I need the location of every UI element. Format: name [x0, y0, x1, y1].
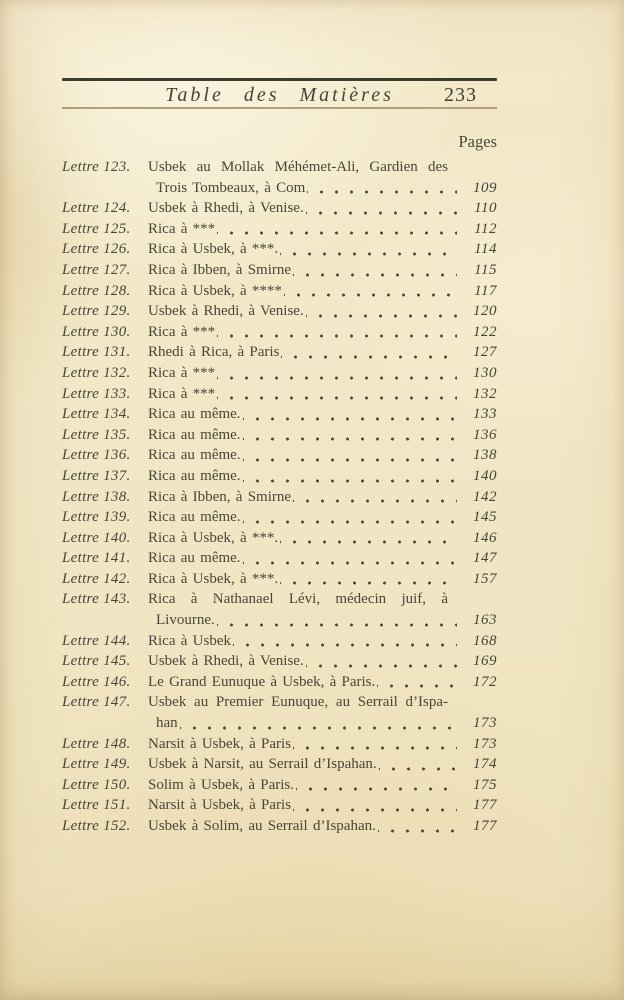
entry-last-line	[148, 672, 497, 693]
entry-text: Rica à Usbek, à ***.	[148, 529, 279, 546]
entry-page-number: 122	[473, 323, 497, 340]
toc-entry	[62, 219, 497, 240]
page-header	[62, 84, 497, 108]
entry-body	[148, 363, 497, 384]
entry-page-number: 157	[473, 570, 497, 587]
entry-last-line	[148, 342, 497, 363]
entry-body	[148, 342, 497, 363]
toc-entry	[62, 589, 497, 630]
entry-label: Lettre 150.	[62, 776, 131, 793]
dot-leader	[296, 775, 457, 796]
entry-page-number: 117	[474, 282, 497, 299]
entry-label: Lettre 131.	[62, 344, 131, 361]
entry-page-number: 130	[473, 364, 497, 381]
entry-last-line	[148, 734, 497, 755]
entry-page-number: 175	[473, 776, 497, 793]
entry-text: Rica au même.	[148, 509, 241, 526]
entry-label: Lettre 140.	[62, 529, 131, 546]
entry-label: Lettre 152.	[62, 818, 131, 834]
entry-body	[148, 507, 497, 528]
entry-last-line	[148, 631, 497, 652]
entry-page-number: 115	[474, 261, 497, 278]
entry-page-number: 127	[473, 344, 497, 361]
entry-text: Usbek à Rhedi, à Venise.	[148, 653, 304, 670]
entry-body	[148, 631, 497, 652]
dot-leader	[377, 672, 457, 693]
entry-body	[148, 322, 497, 343]
toc-entry	[62, 507, 497, 528]
entry-text: Rica à ***	[148, 364, 216, 381]
entry-body	[148, 281, 497, 302]
entry-page-number: 133	[473, 406, 497, 423]
entry-label: Lettre 151.	[62, 797, 131, 814]
header-rule-top	[62, 78, 497, 81]
entry-body	[148, 260, 497, 281]
dot-leader	[280, 569, 457, 590]
entry-body	[148, 466, 497, 487]
toc-entry	[62, 548, 497, 569]
entry-page-number: 163	[473, 612, 497, 629]
entry-last-line	[148, 548, 497, 569]
entry-page-number: 147	[473, 550, 497, 567]
dot-leader	[284, 281, 457, 302]
entry-last-line	[148, 384, 497, 405]
entry-last-line	[148, 754, 497, 775]
entry-last-line	[148, 198, 497, 219]
entry-page-number: 177	[473, 818, 497, 834]
entry-body	[148, 775, 497, 796]
entry-page-number: 173	[473, 735, 497, 752]
entry-text: Rica au même.	[148, 426, 241, 443]
dot-leader	[243, 425, 457, 446]
entry-last-line	[148, 260, 497, 281]
entry-page-number: 114	[474, 241, 497, 258]
entry-last-line	[148, 445, 497, 466]
entry-label: Lettre 147.	[62, 694, 131, 711]
entry-body	[148, 816, 497, 837]
toc-entry	[62, 651, 497, 672]
entry-body	[148, 198, 497, 219]
entry-label: Lettre 149.	[62, 756, 131, 773]
entry-label: Lettre 143.	[62, 591, 131, 608]
toc-entry	[62, 363, 497, 384]
entry-last-line	[148, 239, 497, 260]
entry-label: Lettre 144.	[62, 632, 131, 649]
entry-text: Rica à Usbek	[148, 632, 231, 649]
entry-page-number: 110	[474, 200, 497, 217]
entry-label: Lettre 130.	[62, 323, 131, 340]
dot-leader	[243, 507, 457, 528]
entry-body	[148, 754, 497, 775]
entry-page-number: 136	[473, 426, 497, 443]
toc-entry	[62, 466, 497, 487]
toc-entry	[62, 528, 497, 549]
entry-text: Rica au même.	[148, 406, 241, 423]
entry-last-line	[148, 713, 497, 734]
entry-body	[148, 487, 497, 508]
entry-text: Rica au même.	[148, 467, 241, 484]
entry-last-line	[148, 816, 497, 837]
entry-last-line	[148, 795, 497, 816]
toc-entry	[62, 260, 497, 281]
dot-leader	[280, 528, 457, 549]
entry-text: Usbek à Solim, au Serrail d’Ispahan.	[148, 818, 376, 834]
entry-text: Rica à Nathanael Lévi, médecin juif, à	[148, 591, 448, 608]
entry-text: Rica à ***	[148, 220, 216, 237]
toc-entry	[62, 384, 497, 405]
entry-body	[148, 589, 497, 630]
entry-text: Livourne.	[156, 612, 215, 629]
entry-label: Lettre 123.	[62, 159, 131, 175]
page-title: Table des Matières	[165, 84, 394, 106]
entry-label: Lettre 138.	[62, 488, 131, 505]
entry-page-number: 132	[473, 385, 497, 402]
entry-body	[148, 384, 497, 405]
toc-entry	[62, 445, 497, 466]
dot-leader	[243, 404, 457, 425]
entry-label: Lettre 125.	[62, 220, 131, 237]
dot-leader	[243, 445, 457, 466]
entry-text: Narsit à Usbek, à Paris	[148, 797, 292, 814]
toc-entry	[62, 795, 497, 816]
entry-last-line	[148, 610, 497, 631]
toc-entry	[62, 816, 497, 837]
entry-body	[148, 239, 497, 260]
toc-entry	[62, 754, 497, 775]
entry-label: Lettre 137.	[62, 467, 131, 484]
entry-label: Lettre 124.	[62, 200, 131, 217]
entry-last-line	[148, 569, 497, 590]
entry-label: Lettre 127.	[62, 261, 131, 278]
entry-text: Trois Tombeaux, à Com	[156, 179, 306, 196]
entry-label: Lettre 136.	[62, 447, 131, 464]
entry-page-number: 138	[473, 447, 497, 464]
dot-leader	[217, 322, 457, 343]
dot-leader	[307, 178, 457, 199]
entry-last-line	[148, 178, 497, 199]
entry-last-line	[148, 507, 497, 528]
dot-leader	[378, 816, 457, 837]
entry-text: Rica à Usbek, à ***.	[148, 570, 279, 587]
entry-text: han	[156, 715, 178, 732]
entry-page-number: 177	[473, 797, 497, 814]
entry-last-line	[148, 651, 497, 672]
toc-entry	[62, 342, 497, 363]
entry-label: Lettre 134.	[62, 406, 131, 423]
dot-leader	[243, 466, 457, 487]
dot-leader	[293, 487, 457, 508]
dot-leader	[217, 219, 457, 240]
entry-body	[148, 651, 497, 672]
folio-number: 233	[444, 84, 477, 106]
dot-leader	[293, 795, 457, 816]
entry-text: Rica à ***	[148, 385, 216, 402]
entry-label: Lettre 132.	[62, 364, 131, 381]
entry-text: Solim à Usbek, à Paris.	[148, 776, 294, 793]
entry-text: Rica au même.	[148, 550, 241, 567]
entry-last-line	[148, 528, 497, 549]
entry-body	[148, 672, 497, 693]
entry-body	[148, 157, 497, 198]
entry-body	[148, 404, 497, 425]
dot-leader	[306, 301, 457, 322]
entry-text: Le Grand Eunuque à Usbek, à Paris.	[148, 673, 376, 690]
dot-leader	[293, 260, 457, 281]
entry-body	[148, 569, 497, 590]
entry-last-line	[148, 775, 497, 796]
entry-label: Lettre 148.	[62, 735, 131, 752]
entry-text: Rica à Ibben, à Smirne	[148, 261, 292, 278]
entry-page-number: 145	[473, 509, 497, 526]
entry-label: Lettre 135.	[62, 426, 131, 443]
entry-body	[148, 734, 497, 755]
entry-text: Usbek à Narsit, au Serrail d’Ispahan.	[148, 756, 377, 773]
header-rule-bottom	[62, 107, 497, 109]
dot-leader	[306, 651, 457, 672]
entry-text: Rica à ***	[148, 323, 216, 340]
pages-column-label: Pages	[458, 132, 497, 151]
entry-last-line	[148, 301, 497, 322]
dot-leader	[217, 363, 457, 384]
entry-page-number: 142	[473, 488, 497, 505]
toc-entry	[62, 672, 497, 693]
entry-text: Usbek au Mollak Méhémet-Ali, Gardien des	[148, 159, 448, 175]
entry-page-number: 172	[473, 673, 497, 690]
toc-entry	[62, 281, 497, 302]
toc-entry	[62, 631, 497, 652]
entry-page-number: 120	[473, 303, 497, 320]
entry-last-line	[148, 363, 497, 384]
entry-last-line	[148, 404, 497, 425]
entry-page-number: 109	[473, 179, 497, 196]
entry-page-number: 140	[473, 467, 497, 484]
entry-text: Rhedi à Rica, à Paris	[148, 344, 280, 361]
entry-last-line	[148, 219, 497, 240]
entry-text: Narsit à Usbek, à Paris	[148, 735, 292, 752]
toc-entry	[62, 239, 497, 260]
entry-text: Rica à Usbek, à ***.	[148, 241, 279, 258]
toc-entry	[62, 734, 497, 755]
toc-entry	[62, 404, 497, 425]
entry-body	[148, 528, 497, 549]
dot-leader	[217, 610, 457, 631]
entry-label: Lettre 142.	[62, 570, 131, 587]
dot-leader	[243, 548, 457, 569]
entry-page-number: 169	[473, 653, 497, 670]
entry-body	[148, 425, 497, 446]
entry-page-number: 168	[473, 632, 497, 649]
entry-label: Lettre 129.	[62, 303, 131, 320]
dot-leader	[180, 713, 457, 734]
entry-body	[148, 301, 497, 322]
entry-body	[148, 692, 497, 733]
dot-leader	[379, 754, 457, 775]
entry-label: Lettre 133.	[62, 385, 131, 402]
entry-page-number: 112	[474, 220, 497, 237]
dot-leader	[281, 342, 457, 363]
entry-label: Lettre 128.	[62, 282, 131, 299]
entry-last-line	[148, 466, 497, 487]
entry-label: Lettre 146.	[62, 673, 131, 690]
entry-label: Lettre 145.	[62, 653, 131, 670]
dot-leader	[217, 384, 457, 405]
toc-entry	[62, 301, 497, 322]
toc-entry	[62, 487, 497, 508]
entry-page-number: 174	[473, 756, 497, 773]
entry-label: Lettre 139.	[62, 509, 131, 526]
entry-text: Usbek au Premier Eunuque, au Serrail d’Ispa-	[148, 694, 448, 711]
toc-entry	[62, 198, 497, 219]
toc-entry	[62, 775, 497, 796]
entry-last-line	[148, 425, 497, 446]
entry-body	[148, 795, 497, 816]
table-of-contents	[62, 157, 497, 837]
dot-leader	[233, 631, 457, 652]
entry-text: Rica à Usbek, à ****	[148, 282, 282, 299]
entry-body	[148, 548, 497, 569]
entry-text: Usbek à Rhedi, à Venise.	[148, 303, 304, 320]
entry-page-number: 173	[473, 715, 497, 732]
dot-leader	[280, 239, 457, 260]
entry-text: Rica à Ibben, à Smirne	[148, 488, 292, 505]
entry-label: Lettre 141.	[62, 550, 131, 567]
toc-entry	[62, 322, 497, 343]
entry-last-line	[148, 322, 497, 343]
entry-text: Usbek à Rhedi, à Venise.	[148, 200, 304, 217]
toc-entry	[62, 157, 497, 198]
dot-leader	[306, 198, 457, 219]
dot-leader	[293, 734, 457, 755]
entry-text: Rica au même.	[148, 447, 241, 464]
toc-entry	[62, 569, 497, 590]
entry-label: Lettre 126.	[62, 241, 131, 258]
toc-entry	[62, 692, 497, 733]
toc-entry	[62, 425, 497, 446]
entry-body	[148, 219, 497, 240]
entry-last-line	[148, 281, 497, 302]
entry-page-number: 146	[473, 529, 497, 546]
entry-body	[148, 445, 497, 466]
entry-last-line	[148, 487, 497, 508]
